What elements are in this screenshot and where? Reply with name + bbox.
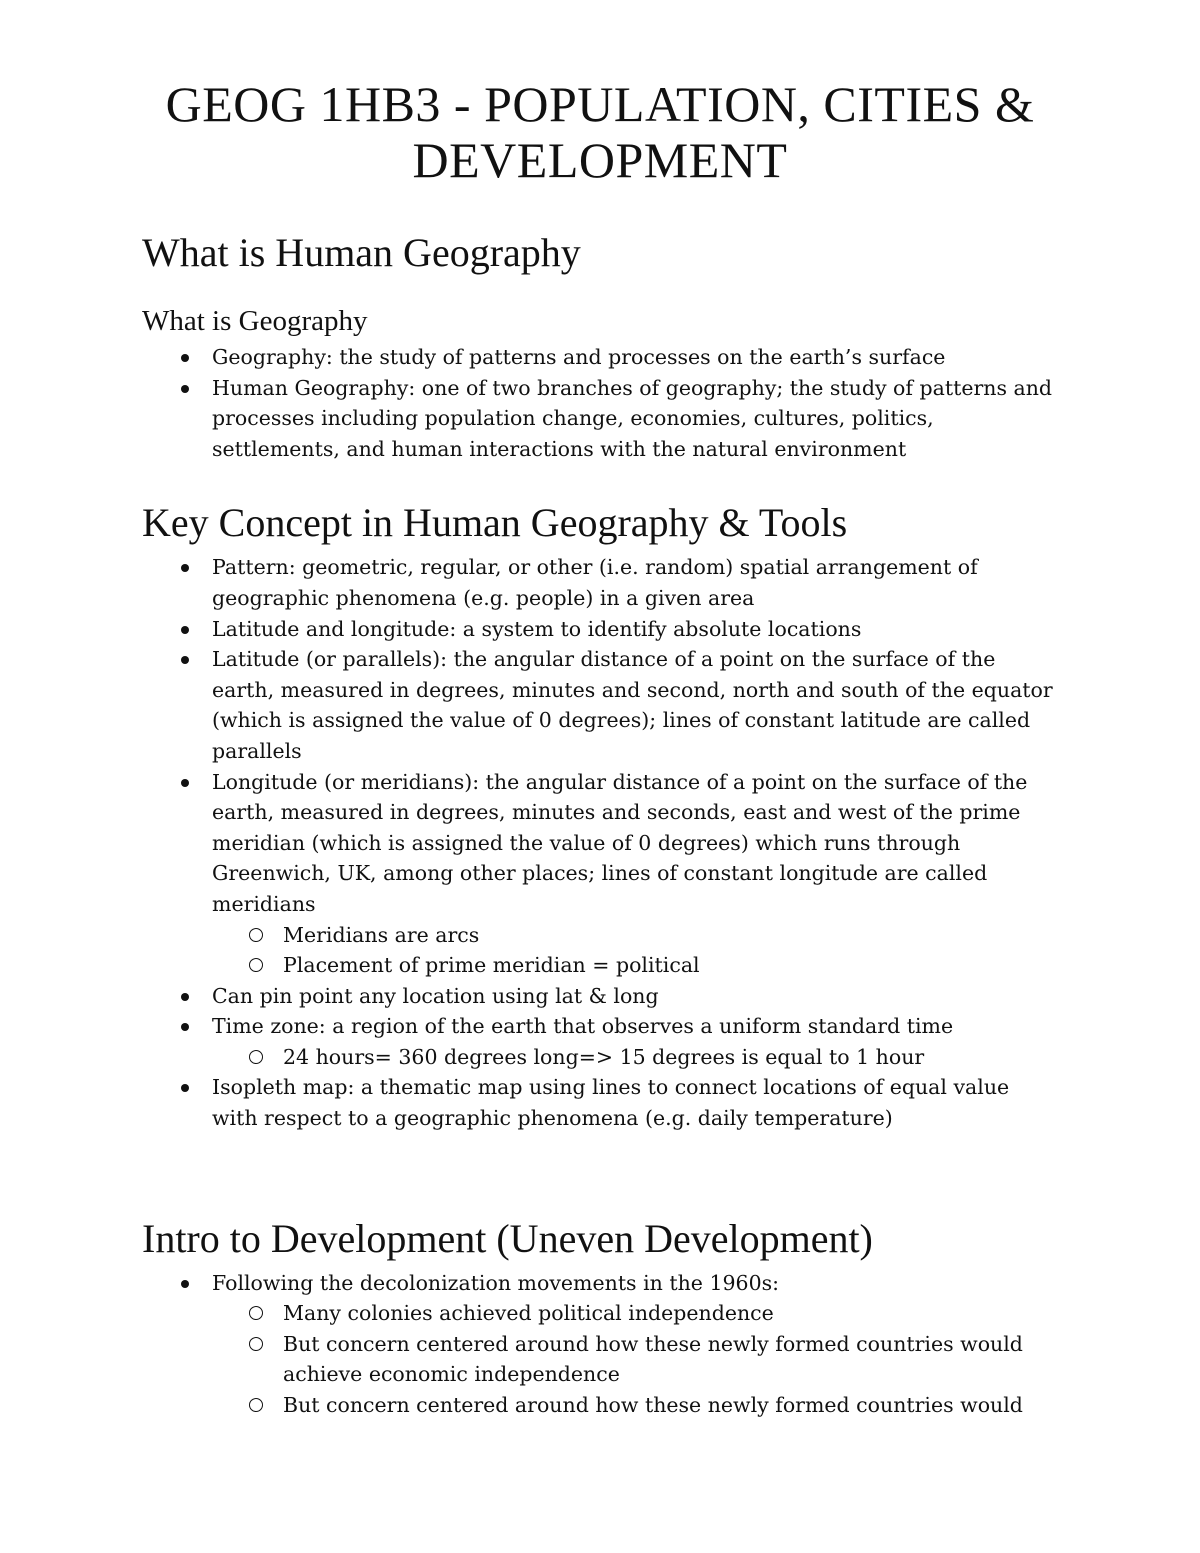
sub-list-item: 24 hours= 360 degrees long=> 15 degrees is equal to 1 hour [142, 1042, 1058, 1073]
bullet-list [142, 552, 1058, 1133]
list-item: Latitude and longitude: a system to identify absolute locations [142, 614, 1058, 645]
section-human-geography [142, 230, 1058, 464]
list-item: Pattern: geometric, regular, or other (i.e. random) spatial arrangement of geographic phenomena (e.g. people) in a given area [142, 552, 1058, 613]
sub-list-item: But concern centered around how these newly formed countries would achieve economic independence [142, 1329, 1058, 1390]
section-heading: What is Human Geography [142, 230, 581, 275]
list-item: Can pin point any location using lat & long [142, 981, 1058, 1012]
list-item: Following the decolonization movements in the 1960s: [142, 1268, 1058, 1299]
document-title: GEOG 1HB3 - POPULATION, CITIES & DEVELOPMENT [165, 76, 1035, 188]
bullet-list [142, 342, 1058, 464]
sub-list-item: Many colonies achieved political independence [142, 1298, 1058, 1329]
sub-list-item: Meridians are arcs [142, 920, 1058, 951]
list-item: Geography: the study of patterns and processes on the earth’s surface [142, 342, 1058, 373]
list-item: Isopleth map: a thematic map using lines to connect locations of equal value with respect to a geographic phenomena (e.g. daily temperature) [142, 1072, 1058, 1133]
section-intro-development [142, 1216, 1058, 1421]
section-key-concepts [142, 500, 1058, 1133]
section-subheading: What is Geography [142, 305, 368, 337]
section-heading: Key Concept in Human Geography & Tools [142, 500, 848, 546]
list-item: Time zone: a region of the earth that observes a uniform standard time [142, 1011, 1058, 1042]
sub-list-item: Placement of prime meridian = political [142, 950, 1058, 981]
bullet-list [142, 1268, 1058, 1421]
section-heading: Intro to Development (Uneven Development) [142, 1215, 873, 1261]
list-item: Human Geography: one of two branches of geography; the study of patterns and processes including population change, economies, cultures, politics, settlements, and human interactions with the natural environment [142, 373, 1058, 465]
list-item: Longitude (or meridians): the angular distance of a point on the surface of the earth, measured in degrees, minutes and seconds, east and west of the prime meridian (which is assigned the value of 0 degrees) which runs through Greenwich, UK, among other places; lines of constant longitude are called meridians [142, 767, 1058, 920]
list-item: Latitude (or parallels): the angular distance of a point on the surface of the earth, measured in degrees, minutes and second, north and south of the equator (which is assigned the value of 0 degrees); lines of constant latitude are called parallels [142, 644, 1058, 766]
sub-list-item: But concern centered around how these newly formed countries would [142, 1390, 1058, 1421]
